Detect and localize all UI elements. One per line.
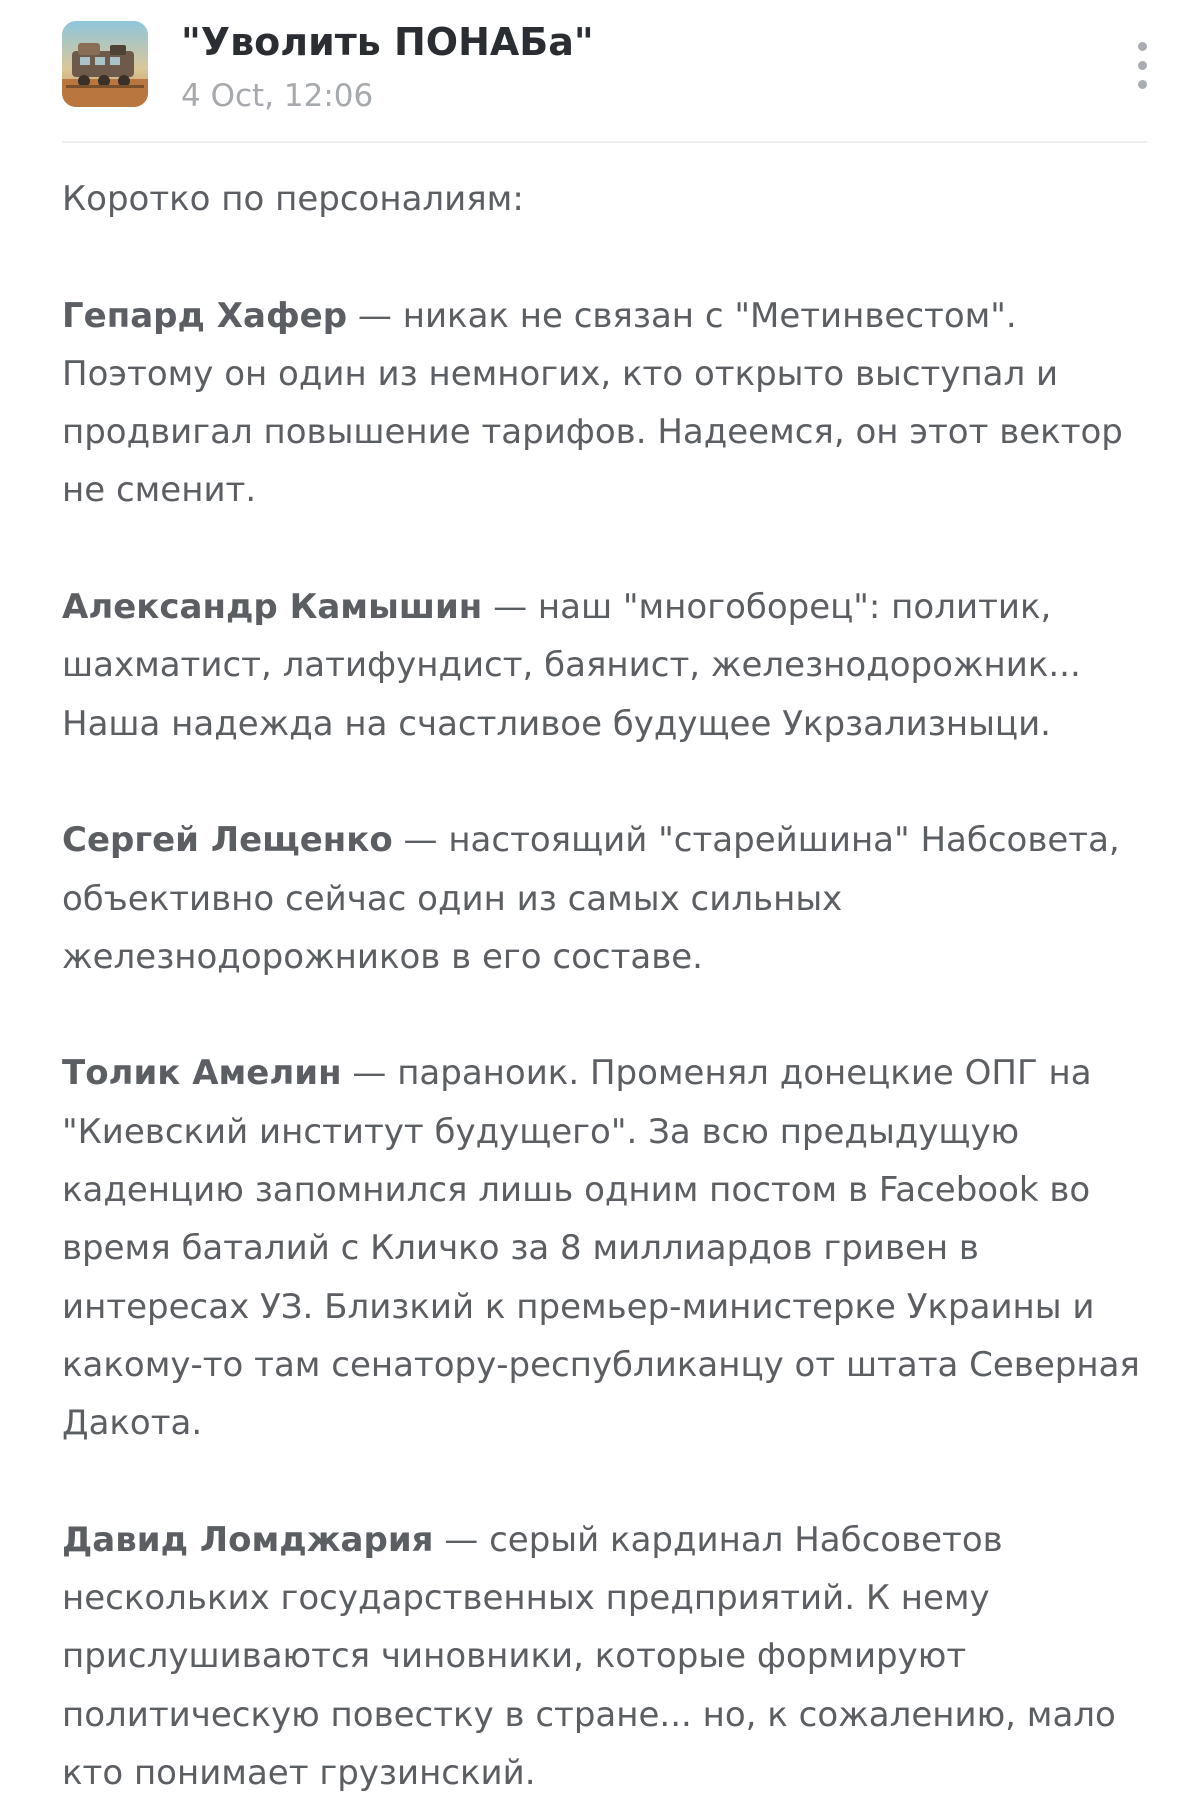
person-description: — параноик. Променял донецкие ОПГ на "Киевский институт будущего". За всю предыдущую каденцию запомнился лишь одним постом в Facebook во время баталий с Кличко за 8 миллиардов гривен в интересах УЗ. Близкий к премьер-министерке Украины и какому-то там сенатору-республиканцу от штата Северная Дакота. bbox=[62, 1053, 1140, 1444]
header-divider bbox=[62, 141, 1147, 143]
post-text bbox=[62, 170, 1167, 1802]
menu-dot bbox=[1138, 42, 1147, 51]
person-description: — серый кардинал Набсоветов нескольких государственных предприятий. К нему прислушиваются чиновники, которые формируют политическую повестку в стране... но, к сожалению, мало кто понимает грузинский. bbox=[62, 1519, 1116, 1794]
channel-name[interactable]: "Уволить ПОНАБа" bbox=[181, 20, 594, 64]
person-description: — настоящий "старейшина" Набсовета, объективно сейчас один из самых сильных железнодорожников в его составе. bbox=[62, 820, 1120, 977]
post-intro: Коротко по персоналиям: bbox=[62, 179, 524, 219]
person-paragraph bbox=[62, 1044, 1167, 1452]
post-timestamp: 4 Oct, 12:06 bbox=[181, 78, 374, 114]
post-header bbox=[0, 0, 1200, 142]
person-name: Гепард Хафер bbox=[62, 295, 348, 336]
menu-dot bbox=[1138, 61, 1147, 70]
person-paragraph bbox=[62, 811, 1167, 986]
more-vertical-icon[interactable] bbox=[1118, 36, 1166, 96]
person-paragraph bbox=[62, 287, 1167, 520]
person-name: Александр Камышин bbox=[62, 587, 483, 628]
person-description: — никак не связан с "Метинвестом". Поэтому он один из немногих, кто открыто выступал и продвигал повышение тарифов. Надеемся, он этот вектор не сменит. bbox=[62, 295, 1123, 511]
person-paragraph bbox=[62, 1511, 1167, 1802]
person-description: — наш "многоборец": политик, шахматист, латифундист, баянист, железнодорожник... Наша надежда на счастливое будущее Укрзализныци. bbox=[62, 587, 1081, 744]
person-name: Толик Амелин bbox=[62, 1053, 342, 1094]
menu-dot bbox=[1138, 80, 1147, 89]
person-name: Сергей Лещенко bbox=[62, 820, 393, 861]
person-paragraph bbox=[62, 578, 1167, 753]
person-name: Давид Ломджария bbox=[62, 1519, 434, 1560]
train-avatar-icon[interactable] bbox=[62, 21, 148, 107]
